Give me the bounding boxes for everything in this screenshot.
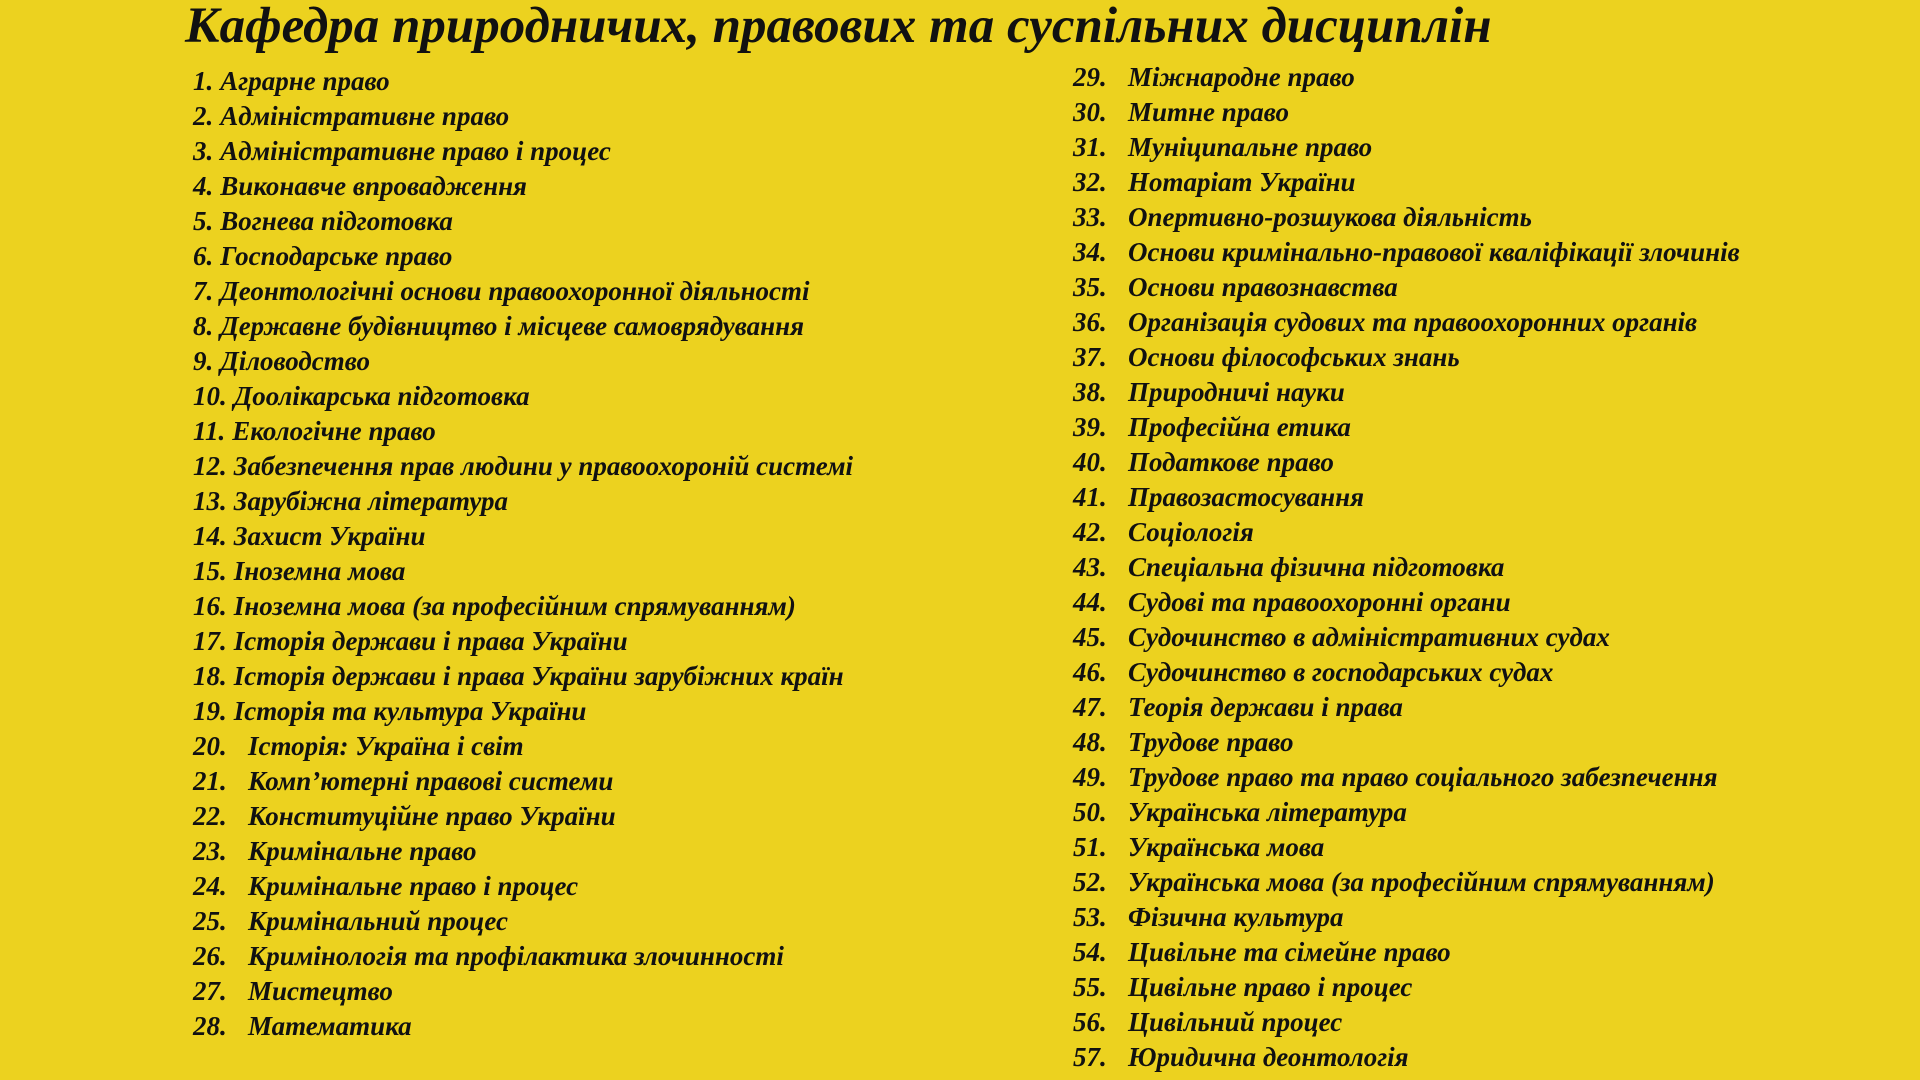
list-item [1073, 585, 1740, 620]
item-number: 22. [193, 801, 227, 831]
item-number: 19. [193, 696, 227, 726]
list-item [193, 659, 853, 694]
item-number: 13. [193, 486, 227, 516]
item-number: 48. [1073, 727, 1107, 757]
item-number: 5. [193, 206, 214, 236]
item-label: Кримінальне право і процес [248, 871, 579, 901]
item-number: 33. [1073, 202, 1107, 232]
item-number: 53. [1073, 902, 1107, 932]
item-label: Митне право [1128, 97, 1289, 127]
item-label: Історія держави і права України зарубіжних країн [233, 661, 844, 691]
item-number: 50. [1073, 797, 1107, 827]
item-number: 51. [1073, 832, 1107, 862]
item-number: 49. [1073, 762, 1107, 792]
list-item [193, 554, 853, 589]
item-number: 43. [1073, 552, 1107, 582]
list-item [1073, 935, 1740, 970]
list-item [1073, 515, 1740, 550]
item-label: Судочинство в адміністративних судах [1128, 622, 1610, 652]
item-number: 34. [1073, 237, 1107, 267]
list-item [1073, 1005, 1740, 1040]
item-number: 2. [193, 101, 214, 131]
item-label: Українська мова [1128, 832, 1325, 862]
item-number: 20. [193, 731, 227, 761]
list-item [193, 694, 853, 729]
list-item [193, 204, 853, 239]
list-item [1073, 1040, 1740, 1075]
item-label: Судові та правоохоронні органи [1128, 587, 1511, 617]
item-label: Спеціальна фізична підготовка [1128, 552, 1505, 582]
item-number: 15. [193, 556, 227, 586]
item-label: Цивільний процес [1128, 1007, 1343, 1037]
item-label: Математика [248, 1011, 412, 1041]
item-number: 31. [1073, 132, 1107, 162]
item-label: Українська література [1128, 797, 1407, 827]
item-number: 30. [1073, 97, 1107, 127]
list-item [1073, 620, 1740, 655]
item-label: Організація судових та правоохоронних органів [1128, 307, 1698, 337]
list-item [193, 99, 853, 134]
item-number: 32. [1073, 167, 1107, 197]
list-item [1073, 725, 1740, 760]
item-number: 12. [193, 451, 227, 481]
list-item [193, 484, 853, 519]
item-label: Опертивно-розшукова діяльність [1128, 202, 1532, 232]
item-label: Цивільне право і процес [1128, 972, 1413, 1002]
list-item [193, 764, 853, 799]
item-number: 39. [1073, 412, 1107, 442]
item-label: Аграрне право [220, 66, 390, 96]
list-item [193, 274, 853, 309]
item-number: 27. [193, 976, 227, 1006]
item-number: 54. [1073, 937, 1107, 967]
item-number: 18. [193, 661, 227, 691]
list-item [193, 309, 853, 344]
item-label: Доолікарська підготовка [233, 381, 530, 411]
discipline-list-right [1073, 60, 1740, 1075]
list-item [193, 904, 853, 939]
list-item [1073, 130, 1740, 165]
item-number: 16. [193, 591, 227, 621]
item-number: 26. [193, 941, 227, 971]
item-label: Теорія держави і права [1128, 692, 1403, 722]
item-number: 38. [1073, 377, 1107, 407]
item-label: Юридична деонтологія [1128, 1042, 1409, 1072]
item-label: Природничі науки [1128, 377, 1345, 407]
list-item [193, 624, 853, 659]
list-item [193, 379, 853, 414]
item-label: Забезпечення прав людини у правоохороній системі [233, 451, 854, 481]
list-item [1073, 830, 1740, 865]
item-label: Основи філософських знань [1128, 342, 1460, 372]
list-item [1073, 235, 1740, 270]
item-label: Мистецтво [248, 976, 393, 1006]
item-number: 37. [1073, 342, 1107, 372]
list-item [193, 344, 853, 379]
item-number: 14. [193, 521, 227, 551]
item-label: Трудове право та право соціального забезпечення [1128, 762, 1718, 792]
item-number: 29. [1073, 62, 1107, 92]
item-label: Конституційне право України [248, 801, 616, 831]
list-item [193, 799, 853, 834]
item-number: 52. [1073, 867, 1107, 897]
list-item [193, 64, 853, 99]
list-item [1073, 200, 1740, 235]
item-label: Державне будівництво і місцеве самоврядування [220, 311, 804, 341]
item-number: 6. [193, 241, 214, 271]
item-number: 47. [1073, 692, 1107, 722]
item-number: 46. [1073, 657, 1107, 687]
item-label: Іноземна мова [233, 556, 406, 586]
list-item [1073, 795, 1740, 830]
item-number: 9. [193, 346, 214, 376]
item-label: Міжнародне право [1128, 62, 1355, 92]
list-item [193, 239, 853, 274]
item-label: Податкове право [1128, 447, 1334, 477]
item-number: 1. [193, 66, 214, 96]
list-item [193, 939, 853, 974]
item-label: Діловодство [220, 346, 370, 376]
item-label: Історія та культура України [233, 696, 587, 726]
list-item [193, 169, 853, 204]
item-label: Кримінальне право [248, 836, 477, 866]
discipline-list-left [193, 64, 853, 1044]
item-number: 3. [193, 136, 214, 166]
item-number: 11. [193, 416, 226, 446]
item-label: Соціологія [1128, 517, 1254, 547]
item-number: 4. [193, 171, 214, 201]
list-item [1073, 480, 1740, 515]
item-label: Муніципальне право [1128, 132, 1373, 162]
item-label: Кримінальний процес [248, 906, 508, 936]
item-label: Екологічне право [232, 416, 436, 446]
item-label: Комп’ютерні правові системи [248, 766, 614, 796]
list-item [1073, 655, 1740, 690]
list-item [1073, 95, 1740, 130]
item-label: Адміністративне право [220, 101, 510, 131]
list-item [1073, 305, 1740, 340]
list-item [193, 974, 853, 1009]
list-item [193, 449, 853, 484]
item-number: 40. [1073, 447, 1107, 477]
item-label: Фізична культура [1128, 902, 1344, 932]
item-label: Вогнева підготовка [220, 206, 453, 236]
item-number: 8. [193, 311, 214, 341]
item-number: 44. [1073, 587, 1107, 617]
page-title: Кафедра природничих, правових та суспільних дисциплін [185, 0, 1492, 54]
item-label: Захист України [233, 521, 426, 551]
list-item [193, 1009, 853, 1044]
item-label: Історія держави і права України [233, 626, 628, 656]
item-label: Професійна етика [1128, 412, 1351, 442]
item-label: Деонтологічні основи правоохоронної діяльності [220, 276, 810, 306]
list-item [1073, 550, 1740, 585]
item-number: 57. [1073, 1042, 1107, 1072]
item-label: Господарське право [220, 241, 453, 271]
item-number: 28. [193, 1011, 227, 1041]
item-number: 41. [1073, 482, 1107, 512]
item-number: 56. [1073, 1007, 1107, 1037]
list-item [1073, 760, 1740, 795]
item-label: Основи кримінально-правової кваліфікації злочинів [1128, 237, 1740, 267]
list-item [1073, 900, 1740, 935]
item-number: 7. [193, 276, 214, 306]
item-label: Адміністративне право і процес [220, 136, 611, 166]
item-number: 21. [193, 766, 227, 796]
list-item [1073, 60, 1740, 95]
list-item [1073, 865, 1740, 900]
list-item [1073, 375, 1740, 410]
item-label: Правозастосування [1128, 482, 1365, 512]
item-number: 45. [1073, 622, 1107, 652]
item-label: Судочинство в господарських судах [1128, 657, 1554, 687]
list-item [193, 729, 853, 764]
item-number: 24. [193, 871, 227, 901]
item-label: Історія: Україна і світ [248, 731, 524, 761]
item-number: 35. [1073, 272, 1107, 302]
item-number: 23. [193, 836, 227, 866]
list-item [1073, 340, 1740, 375]
item-number: 42. [1073, 517, 1107, 547]
list-item [193, 519, 853, 554]
item-label: Виконавче впровадження [220, 171, 527, 201]
list-item [193, 414, 853, 449]
item-number: 55. [1073, 972, 1107, 1002]
item-label: Основи правознавства [1128, 272, 1398, 302]
item-label: Кримінологія та профілактика злочинності [248, 941, 784, 971]
item-label: Трудове право [1128, 727, 1294, 757]
list-item [1073, 165, 1740, 200]
list-item [1073, 970, 1740, 1005]
list-item [193, 589, 853, 624]
list-item [1073, 270, 1740, 305]
item-number: 10. [193, 381, 227, 411]
list-item [193, 134, 853, 169]
list-item [1073, 410, 1740, 445]
item-label: Українська мова (за професійним спрямуванням) [1128, 867, 1715, 897]
item-number: 17. [193, 626, 227, 656]
item-label: Іноземна мова (за професійним спрямуванням) [233, 591, 796, 621]
item-label: Зарубіжна література [233, 486, 508, 516]
item-number: 25. [193, 906, 227, 936]
list-item [1073, 445, 1740, 480]
list-item [193, 869, 853, 904]
item-number: 36. [1073, 307, 1107, 337]
list-item [1073, 690, 1740, 725]
item-label: Нотаріат України [1128, 167, 1356, 197]
item-label: Цивільне та сімейне право [1128, 937, 1451, 967]
list-item [193, 834, 853, 869]
